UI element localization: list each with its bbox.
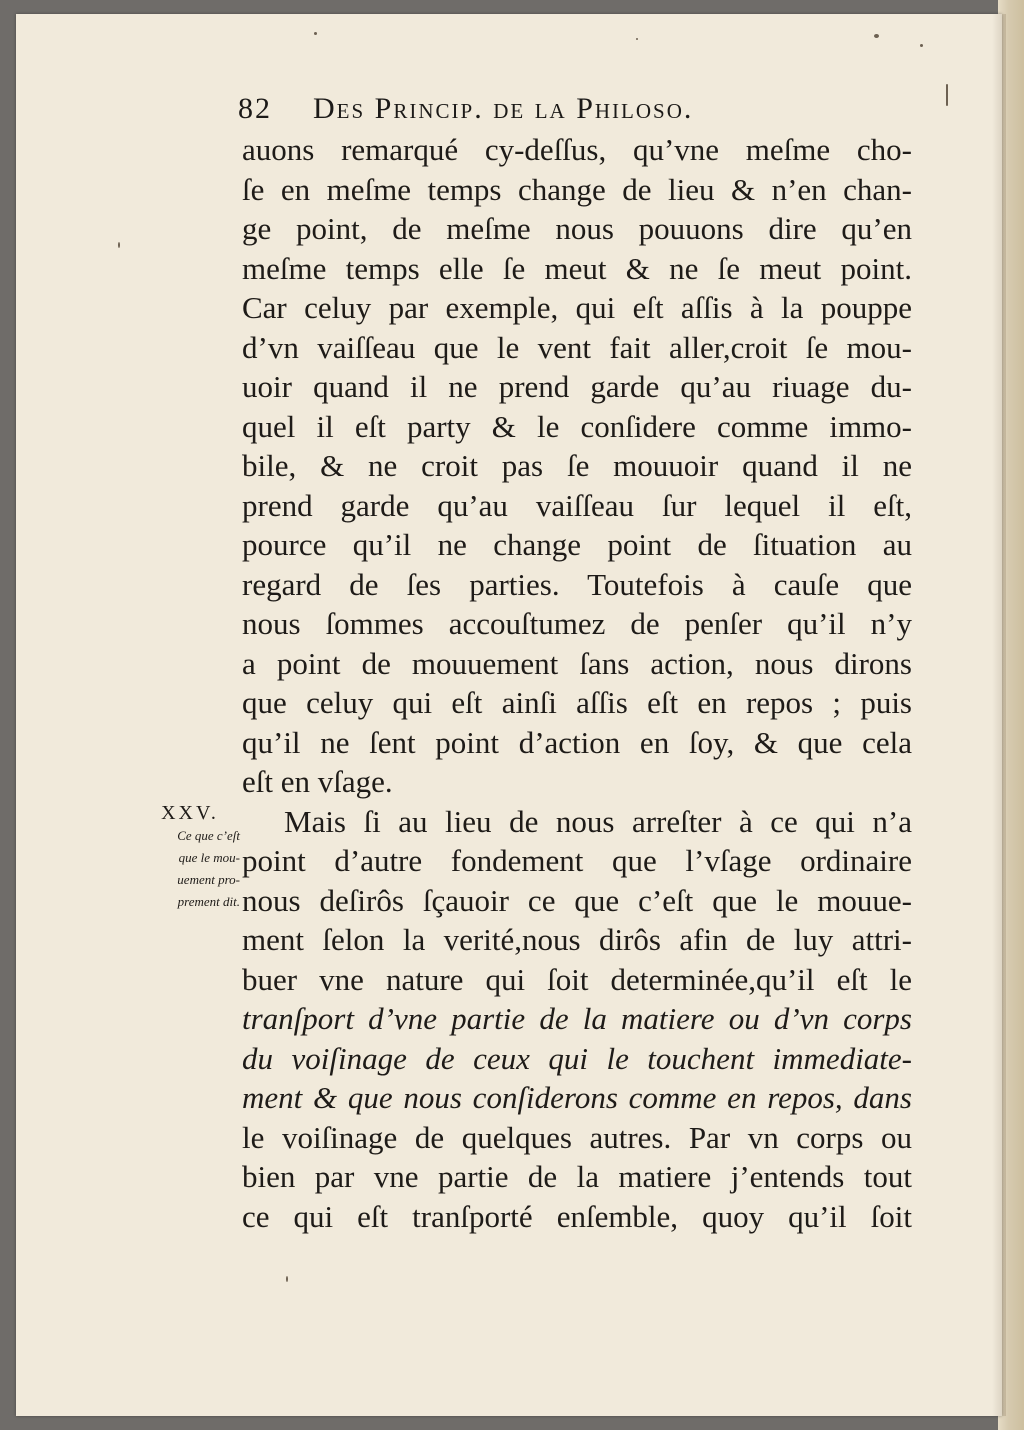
paper-speck [874, 34, 879, 38]
definition-line: du voiſinage de ceux qui le touchent immediate- [242, 1040, 912, 1076]
paragraph-start-line: Mais ſi au lieu de nous arreſter à ce qui n’a [284, 803, 912, 839]
text-line: meſme temps elle ſe meut & ne ſe meut point. [242, 250, 912, 286]
text-line: ſe en meſme temps change de lieu & n’en chan- [242, 171, 912, 207]
running-title: Des Princip. de la Philoso. [313, 92, 694, 125]
page-number: 82 [238, 92, 272, 125]
paper-speck [920, 44, 923, 47]
text-line: Car celuy par exemple, qui eſt aſſis à la pouppe [242, 290, 912, 325]
paper-speck [118, 242, 120, 248]
text-line: ment ſelon la verité,nous dirôs afin de luy attri- [242, 922, 912, 957]
text-line: auons remarqué cy-deſſus, qu’vne meſme cho- [242, 132, 912, 167]
text-line: pource qu’il ne change point de ſituation au [242, 527, 912, 562]
text-line: nous ſommes accouſtumez de penſer qu’il n’y [242, 606, 912, 641]
margin-note-line: Ce que c’eſt [177, 828, 240, 843]
definition-line: tranſport d’vne partie de la matiere ou d’vn corps [242, 1001, 912, 1036]
text-line: que celuy qui eſt ainſi aſſis eſt en repos ; puis [242, 685, 912, 720]
margin-note-number: XXV. [161, 802, 219, 824]
page-header [238, 92, 878, 126]
text-line: point d’autre fondement que l’vſage ordinaire [242, 843, 912, 878]
definition-line: ment & que nous conſiderons comme en repos, dans [242, 1080, 912, 1115]
margin-note-line: prement dit. [177, 894, 240, 909]
paper-speck [286, 1276, 288, 1282]
margin-note [122, 802, 240, 913]
text-line: bile, & ne croit pas ſe mouuoir quand il ne [242, 448, 912, 483]
paper-speck [636, 38, 638, 40]
text-line: ge point, de meſme nous pouuons dire qu’en [242, 211, 912, 246]
text-line: eſt en vſage. [242, 764, 393, 799]
paper-speck [314, 32, 317, 35]
text-line: a point de mouuement ſans action, nous dirons [242, 645, 912, 681]
margin-note-line: que le mou- [178, 850, 240, 865]
text-line: quel il eſt party & le conſidere comme immo- [242, 408, 912, 444]
text-line: uoir quand il ne prend garde qu’au riuage du- [242, 369, 912, 404]
text-line: le voiſinage de quelques autres. Par vn corps ou [242, 1119, 912, 1155]
text-line: regard de ſes parties. Toutefois à cauſe que [242, 566, 912, 602]
margin-note-line: uement pro- [177, 872, 240, 887]
text-line: qu’il ne ſent point d’action en ſoy, & que cela [242, 724, 912, 760]
text-line: ce qui eſt tranſporté enſemble, quoy qu’il ſoit [242, 1198, 912, 1234]
body-text [242, 130, 912, 1236]
text-line: nous deſirôs ſçauoir ce que c’eſt que le mouue- [242, 882, 912, 918]
text-line: bien par vne partie de la matiere j’entends tout [242, 1159, 912, 1194]
text-line: prend garde qu’au vaiſſeau ſur lequel il eſt, [242, 487, 912, 523]
text-line: buer vne nature qui ſoit determinée,qu’il eſt le [242, 961, 912, 997]
gutter-shadow [992, 14, 1006, 1416]
paper-speck [946, 84, 948, 106]
text-line: d’vn vaiſſeau que le vent fait aller,croit ſe mou- [242, 329, 912, 365]
